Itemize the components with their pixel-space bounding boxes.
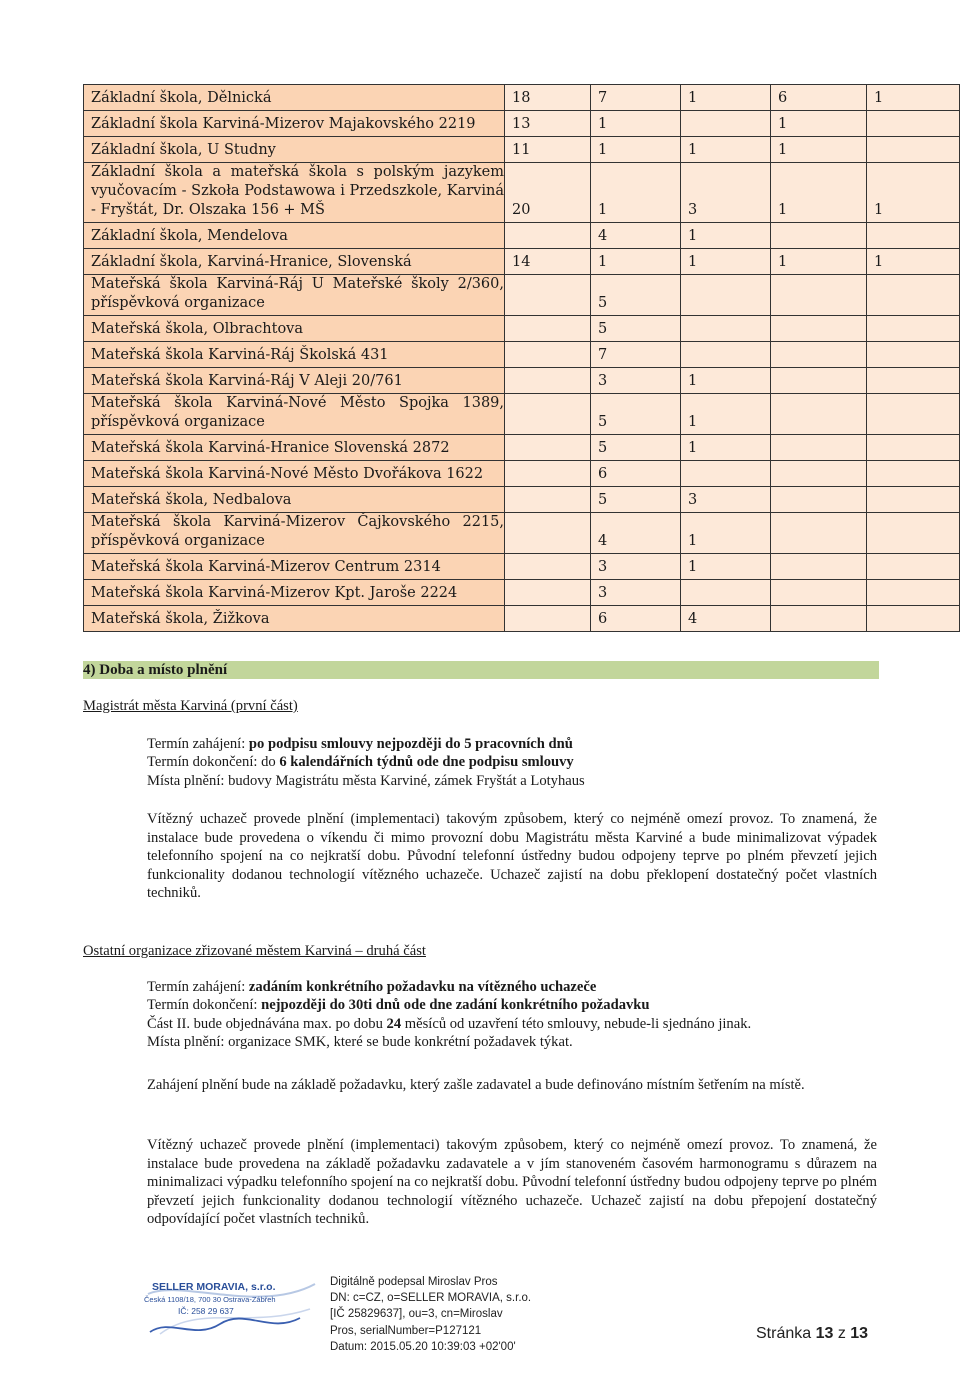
count-cell-c4: 1 [771,249,867,275]
part2-paragraph1: Zahájení plnění bude na základě požadavku, který zašle zadavatel a bude definováno místním šetřením na místě. [147,1077,805,1093]
count-cell-c1 [505,554,591,580]
table-row [84,111,960,137]
part2-end: Termín dokončení: nejpozději do 30ti dnů ode dne zadání konkrétního požadavku [147,997,650,1013]
part1-start: Termín zahájení: po podpisu smlouvy nejpozději do 5 pracovních dnů [147,736,573,752]
count-cell-c4 [771,342,867,368]
count-cell-c5 [867,554,960,580]
sig-line4: Pros, serialNumber=P127121 [330,1324,482,1337]
school-name-cell: Mateřská škola Karviná-Hranice Slovenská 2872 [84,435,505,461]
count-cell-c4 [771,316,867,342]
count-cell-c1 [505,606,591,632]
count-cell-c4 [771,223,867,249]
count-cell-c4 [771,275,867,316]
part2-start: Termín zahájení: zadáním konkrétního požadavku na vítězného uchazeče [147,979,597,995]
count-cell-c3: 1 [681,435,771,461]
count-cell-c1 [505,487,591,513]
count-cell-c3: 4 [681,606,771,632]
count-cell-c2: 7 [591,85,681,111]
table-row [84,137,960,163]
count-cell-c3 [681,111,771,137]
part1-places: Místa plnění: budovy Magistrátu města Karviné, zámek Fryštát a Lotyhaus [147,773,585,789]
count-cell-c3: 1 [681,394,771,435]
count-cell-c5 [867,487,960,513]
count-cell-c4 [771,461,867,487]
count-cell-c2: 4 [591,513,681,554]
count-cell-c5 [867,461,960,487]
table-row [84,249,960,275]
sig-line2: DN: c=CZ, o=SELLER MORAVIA, s.r.o. [330,1292,532,1305]
count-cell-c5 [867,316,960,342]
count-cell-c4: 1 [771,163,867,223]
count-cell-c2: 6 [591,606,681,632]
count-cell-c4: 1 [771,111,867,137]
count-cell-c4 [771,487,867,513]
count-cell-c3: 1 [681,85,771,111]
count-cell-c1 [505,223,591,249]
count-cell-c1 [505,275,591,316]
count-cell-c5: 1 [867,163,960,223]
school-name-cell: Mateřská škola, Nedbalova [84,487,505,513]
table-row [84,342,960,368]
count-cell-c4 [771,435,867,461]
table-row [84,163,960,223]
count-cell-c2: 5 [591,394,681,435]
school-name-cell: Mateřská škola Karviná-Mizerov Kpt. Jaroše 2224 [84,580,505,606]
table-row [84,275,960,316]
count-cell-c5 [867,435,960,461]
count-cell-c5 [867,137,960,163]
school-name-cell: Základní škola, Karviná-Hranice, Slovenská [84,249,505,275]
count-cell-c5 [867,342,960,368]
count-cell-c4 [771,394,867,435]
count-cell-c1 [505,580,591,606]
schools-table [83,84,960,632]
count-cell-c1: 20 [505,163,591,223]
count-cell-c5: 1 [867,85,960,111]
part2-places: Místa plnění: organizace SMK, které se bude konkrétní požadavek týkat. [147,1034,573,1050]
signature-scribble [150,1318,300,1332]
table-row [84,368,960,394]
section-heading: 4) Doba a místo plnění [83,661,879,679]
count-cell-c3 [681,316,771,342]
sig-line3: [IČ 25829637], ou=3, cn=Miroslav [330,1308,503,1321]
count-cell-c1 [505,435,591,461]
school-name-cell: Mateřská škola Karviná-Mizerov Čajkovského 2215, příspěvková organizace [84,513,505,554]
count-cell-c5 [867,394,960,435]
school-name-cell: Mateřská škola Karviná-Nové Město Dvořákova 1622 [84,461,505,487]
school-name-cell: Mateřská škola Karviná-Ráj Školská 431 [84,342,505,368]
school-name-cell: Mateřská škola Karviná-Nové Město Spojka 1389, příspěvková organizace [84,394,505,435]
count-cell-c2: 1 [591,249,681,275]
part2-order: Část II. bude objednávána max. po dobu 24 měsíců od uzavření této smlouvy, nebude-li sjednáno jinak. [147,1016,752,1032]
count-cell-c4: 1 [771,137,867,163]
count-cell-c1 [505,368,591,394]
count-cell-c1: 11 [505,137,591,163]
count-cell-c5: 1 [867,249,960,275]
table-row [84,513,960,554]
count-cell-c5 [867,606,960,632]
school-name-cell: Mateřská škola, Žižkova [84,606,505,632]
count-cell-c2: 6 [591,461,681,487]
count-cell-c5 [867,111,960,137]
school-name-cell: Mateřská škola Karviná-Mizerov Centrum 2314 [84,554,505,580]
count-cell-c5 [867,223,960,249]
count-cell-c1 [505,394,591,435]
count-cell-c3 [681,461,771,487]
count-cell-c2: 3 [591,554,681,580]
count-cell-c2: 5 [591,316,681,342]
count-cell-c3: 1 [681,249,771,275]
count-cell-c2: 1 [591,137,681,163]
count-cell-c4 [771,554,867,580]
sig-line5: Datum: 2015.05.20 10:39:03 +02'00' [330,1340,516,1353]
stamp-line1: SELLER MORAVIA, s.r.o. [152,1281,276,1293]
table-row [84,435,960,461]
count-cell-c2: 5 [591,435,681,461]
count-cell-c5 [867,513,960,554]
count-cell-c3 [681,342,771,368]
stamp-line2: Česká 1108/18, 700 30 Ostrava-Zábřeh [144,1295,276,1304]
part1-paragraph: Vítězný uchazeč provede plnění (implementaci) takovým způsobem, který co nejméně omezí provoz. To znamená, že instalace bude provedena o víkendu či mimo provozní dobu Magistrátu města Karviné a bude minimalizovat výpadek telefonního spojení na co nejkratší dobu. Původní telefonní ústředny budou odpojeny teprve po plném převzetí jejich funkcionality dodanou technologií vítězného uchazeče. Uchazeč zajistí na dobu překlopení dostatečný počet vlastních techniků. [147,811,877,901]
count-cell-c1: 13 [505,111,591,137]
count-cell-c1: 14 [505,249,591,275]
count-cell-c3 [681,275,771,316]
count-cell-c3: 1 [681,513,771,554]
school-name-cell: Základní škola, U Studny [84,137,505,163]
count-cell-c2: 1 [591,163,681,223]
part2-title: Ostatní organizace zřizované městem Karviná – druhá část [83,943,426,959]
table-row [84,487,960,513]
school-name-cell: Mateřská škola Karviná-Ráj U Mateřské školy 2/360, příspěvková organizace [84,275,505,316]
count-cell-c4 [771,513,867,554]
school-name-cell: Mateřská škola Karviná-Ráj V Aleji 20/761 [84,368,505,394]
count-cell-c3: 1 [681,554,771,580]
count-cell-c3: 3 [681,163,771,223]
table-row [84,554,960,580]
digital-signature [330,1274,531,1355]
school-name-cell: Základní škola a mateřská škola s polským jazykem vyučovacím - Szkoła Podstawowa i Przedszkole, Karviná - Fryštát, Dr. Olszaka 156 + MŠ [84,163,505,223]
count-cell-c2: 4 [591,223,681,249]
count-cell-c1 [505,342,591,368]
count-cell-c2: 5 [591,275,681,316]
count-cell-c4 [771,606,867,632]
count-cell-c3: 1 [681,137,771,163]
count-cell-c5 [867,275,960,316]
school-name-cell: Základní škola Karviná-Mizerov Majakovského 2219 [84,111,505,137]
count-cell-c5 [867,368,960,394]
count-cell-c2: 5 [591,487,681,513]
table-row [84,85,960,111]
count-cell-c4: 6 [771,85,867,111]
count-cell-c1 [505,316,591,342]
count-cell-c1: 18 [505,85,591,111]
table-row [84,606,960,632]
part1-title: Magistrát města Karviná (první část) [83,698,298,714]
table-row [84,316,960,342]
count-cell-c3: 3 [681,487,771,513]
school-name-cell: Mateřská škola, Olbrachtova [84,316,505,342]
count-cell-c1 [505,513,591,554]
page-number: Stránka 13 z 13 [756,1325,869,1342]
count-cell-c2: 3 [591,580,681,606]
table-row [84,580,960,606]
count-cell-c2: 1 [591,111,681,137]
company-stamp [140,1274,320,1346]
count-cell-c2: 3 [591,368,681,394]
sig-line1: Digitálně podepsal Miroslav Pros [330,1276,498,1288]
count-cell-c5 [867,580,960,606]
count-cell-c3: 1 [681,368,771,394]
count-cell-c1 [505,461,591,487]
count-cell-c4 [771,580,867,606]
school-name-cell: Základní škola, Mendelova [84,223,505,249]
stamp-line3: IČ: 258 29 637 [178,1306,234,1316]
school-name-cell: Základní škola, Dělnická [84,85,505,111]
count-cell-c2: 7 [591,342,681,368]
table-row [84,223,960,249]
part1-end: Termín dokončení: do 6 kalendářních týdnů ode dne podpisu smlouvy [147,754,574,770]
table-row [84,461,960,487]
part2-paragraph2: Vítězný uchazeč provede plnění (implementaci) takovým způsobem, který co nejméně omezí provoz. To znamená, že instalace bude provedena na základě požadavku zadavatele a v jím stanoveném časovém harmonogramu s důrazem na minimalizaci výpadku telefonního spojení na co nejkratší dobu. Původní telefonní ústředny budou odpojeny teprve po plném převzetí jejich funkcionality dodanou technologií vítězného uchazeče. Uchazeč zajistí na dobu přepojení dostatečný odpovídající počet vlastních techniků. [147,1137,877,1227]
count-cell-c4 [771,368,867,394]
table-row [84,394,960,435]
count-cell-c3: 1 [681,223,771,249]
count-cell-c3 [681,580,771,606]
